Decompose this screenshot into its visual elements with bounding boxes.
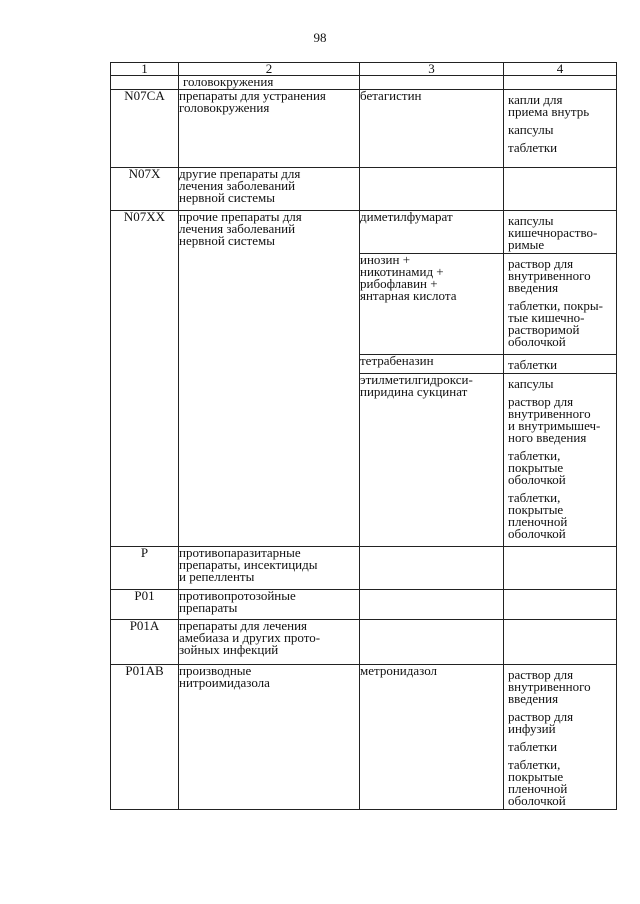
table-row-p01a bbox=[111, 620, 617, 665]
forms-cell bbox=[504, 254, 617, 355]
table-row-p01 bbox=[111, 590, 617, 620]
group-line: противопаразитарные bbox=[179, 545, 301, 560]
drug-cell: метронидазол bbox=[360, 665, 504, 810]
forms-cell bbox=[504, 355, 617, 374]
group-line: головокружения bbox=[179, 100, 270, 115]
dosage-form bbox=[504, 296, 616, 350]
code-cell: N07X bbox=[111, 168, 179, 211]
form-line: капли для bbox=[508, 92, 563, 107]
forms-cell bbox=[504, 76, 617, 90]
form-line: таблетки bbox=[508, 739, 558, 754]
drug-cell bbox=[360, 355, 504, 374]
dosage-form bbox=[504, 374, 616, 392]
group-line: препараты, инсектициды bbox=[179, 557, 318, 572]
form-line: кишечнораство- bbox=[508, 225, 598, 240]
form-line: таблетки, bbox=[508, 757, 561, 772]
group-line: прочие препараты для bbox=[179, 209, 302, 224]
forms-cell bbox=[504, 665, 617, 810]
form-line: внутривенного bbox=[508, 679, 591, 694]
form-line: оболочкой bbox=[508, 526, 566, 541]
group-line: амебиаза и других прото- bbox=[179, 630, 321, 645]
form-line: ного введения bbox=[508, 430, 587, 445]
group-line: и репелленты bbox=[179, 569, 255, 584]
group-cell bbox=[179, 620, 360, 665]
form-line: раствор для bbox=[508, 709, 574, 724]
form-line: оболочкой bbox=[508, 793, 566, 808]
drug-table bbox=[110, 62, 617, 810]
group-cell bbox=[179, 665, 360, 810]
dosage-form bbox=[504, 488, 616, 542]
drug-cell bbox=[360, 168, 504, 211]
forms-cell bbox=[504, 547, 617, 590]
dosage-form bbox=[504, 120, 616, 138]
form-line: раствор для bbox=[508, 394, 574, 409]
dosage-form bbox=[504, 254, 616, 296]
form-line: покрытые bbox=[508, 460, 564, 475]
group-line: производные bbox=[179, 663, 252, 678]
form-line: пленочной bbox=[508, 514, 568, 529]
form-line: римые bbox=[508, 237, 545, 252]
drug-cell bbox=[360, 547, 504, 590]
header-col-2: 2 bbox=[179, 63, 360, 76]
drug-cell: бетагистин bbox=[360, 90, 504, 168]
code-cell: N07CA bbox=[111, 90, 179, 168]
code-cell: P bbox=[111, 547, 179, 590]
form-line: таблетки bbox=[508, 140, 558, 155]
form-line: капсулы bbox=[508, 213, 554, 228]
header-col-3: 3 bbox=[360, 63, 504, 76]
group-cell bbox=[179, 590, 360, 620]
dosage-form bbox=[504, 392, 616, 446]
code-cell: P01AB bbox=[111, 665, 179, 810]
group-line: лечения заболеваний bbox=[179, 221, 296, 236]
drug-line: никотинамид + bbox=[360, 264, 444, 279]
form-line: покрытые bbox=[508, 769, 564, 784]
dosage-form bbox=[504, 665, 616, 707]
group-line: нервной системы bbox=[179, 190, 275, 205]
group-cell bbox=[179, 90, 360, 168]
code-cell: P01A bbox=[111, 620, 179, 665]
forms-cell bbox=[504, 374, 617, 547]
dosage-form bbox=[504, 211, 616, 253]
dosage-form bbox=[504, 90, 616, 120]
form-line: оболочкой bbox=[508, 472, 566, 487]
form-line: капсулы bbox=[508, 122, 554, 137]
forms-cell bbox=[504, 168, 617, 211]
group-cell bbox=[179, 211, 360, 547]
drug-line: пиридина сукцинат bbox=[360, 384, 468, 399]
form-line: и внутримышеч- bbox=[508, 418, 601, 433]
group-line: препараты для устранения bbox=[179, 88, 326, 103]
form-line: таблетки, bbox=[508, 490, 561, 505]
form-line: растворимой bbox=[508, 322, 580, 337]
header-col-1: 1 bbox=[111, 63, 179, 76]
drug-line: янтарная кислота bbox=[360, 288, 457, 303]
forms-cell bbox=[504, 590, 617, 620]
page-number: 98 bbox=[313, 30, 327, 45]
dosage-form bbox=[504, 755, 616, 809]
forms-cell bbox=[504, 620, 617, 665]
dosage-form bbox=[504, 138, 616, 156]
form-line: таблетки, покры- bbox=[508, 298, 603, 313]
drug-cell bbox=[360, 620, 504, 665]
group-cell bbox=[179, 168, 360, 211]
code-cell: N07XX bbox=[111, 211, 179, 547]
form-line: тые кишечно- bbox=[508, 310, 585, 325]
form-line: введения bbox=[508, 280, 559, 295]
form-line: инфузий bbox=[508, 721, 556, 736]
form-line: раствор для bbox=[508, 256, 574, 271]
group-line: лечения заболеваний bbox=[179, 178, 296, 193]
code-cell: P01 bbox=[111, 590, 179, 620]
drug-cell bbox=[360, 211, 504, 254]
form-line: внутривенного bbox=[508, 406, 591, 421]
header-col-4: 4 bbox=[504, 63, 617, 76]
table-row-p01ab bbox=[111, 665, 617, 810]
form-line: капсулы bbox=[508, 376, 554, 391]
form-line: таблетки bbox=[508, 357, 558, 372]
form-line: приема внутрь bbox=[508, 104, 590, 119]
group-line: другие препараты для bbox=[179, 166, 301, 181]
form-line: таблетки, bbox=[508, 448, 561, 463]
form-line: оболочкой bbox=[508, 334, 566, 349]
form-line: покрытые bbox=[508, 502, 564, 517]
forms-cell bbox=[504, 90, 617, 168]
group-line: нитроимидазола bbox=[179, 675, 270, 690]
dosage-form bbox=[504, 737, 616, 755]
table-row-p bbox=[111, 547, 617, 590]
table-row-n07x bbox=[111, 168, 617, 211]
table-row-n07xx bbox=[111, 211, 617, 254]
drug-line: этилметилгидрокси- bbox=[360, 372, 473, 387]
form-line: введения bbox=[508, 691, 559, 706]
drug-line: инозин + bbox=[360, 252, 411, 267]
group-line: нервной системы bbox=[179, 233, 275, 248]
group-cell bbox=[179, 547, 360, 590]
form-line: пленочной bbox=[508, 781, 568, 796]
table-row-n07ca bbox=[111, 90, 617, 168]
form-line: внутривенного bbox=[508, 268, 591, 283]
group-line: противопротозойные bbox=[179, 588, 296, 603]
drug-line: диметилфумарат bbox=[360, 209, 453, 224]
drug-line: рибофлавин + bbox=[360, 276, 438, 291]
dosage-form bbox=[504, 707, 616, 737]
group-line: зойных инфекций bbox=[179, 642, 279, 657]
group-text: головокружения bbox=[183, 74, 274, 89]
dosage-form bbox=[504, 355, 616, 373]
drug-cell bbox=[360, 254, 504, 355]
group-line: препараты для лечения bbox=[179, 618, 308, 633]
drug-cell bbox=[360, 374, 504, 547]
forms-cell bbox=[504, 211, 617, 254]
dosage-form bbox=[504, 446, 616, 488]
drug-cell bbox=[360, 590, 504, 620]
group-line: препараты bbox=[179, 600, 238, 615]
drug-line: тетрабеназин bbox=[360, 353, 434, 368]
form-line: раствор для bbox=[508, 667, 574, 682]
